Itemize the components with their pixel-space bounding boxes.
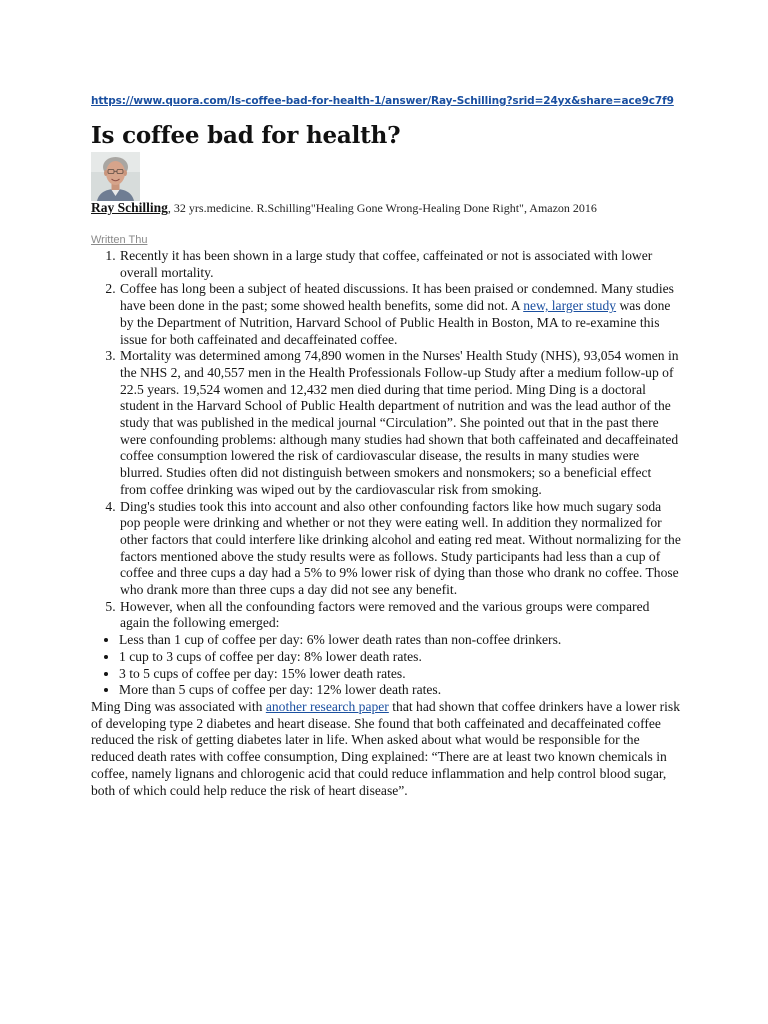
bullet-item: • More than 5 cups of coffee per day: 12% lower death rates.	[119, 682, 681, 699]
bullet-list	[91, 632, 681, 699]
numbered-item	[119, 248, 681, 281]
item-text-cont: was done by the Department of Nutrition, Harvard School of Public Health in Boston, MA to re-examine this issue for both caffeinated and decaffeinated coffee.	[120, 298, 671, 347]
author-portrait-icon	[91, 152, 140, 201]
answer-body	[91, 248, 681, 799]
another-research-paper-link[interactable]: another research paper	[265, 698, 389, 714]
author-credentials: , 32 yrs.medicine. R.Schilling"Healing Gone Wrong-Healing Done Right", Amazon 2016	[167, 201, 597, 215]
author-name-link[interactable]: Ray Schilling	[91, 200, 168, 215]
numbered-list	[91, 248, 681, 632]
item-text: Ding's studies took this into account and also other confounding factors like how much sugary soda pop people were drinking and whether or not they were eating well. In addition they normalized for other factors that could interfere like drinking alcohol and eating red meat. Without normalizing for the factors mentioned above the study results were as follows. Study participants had less than a cup of coffee and three cups a day had a 5% to 9% lower risk of dying than those who drank no coffee. Those who drank more than three cups a day did not see any benefit.	[120, 498, 681, 598]
numbered-item	[119, 348, 681, 498]
item-text: Recently it has been shown in a large study that coffee, caffeinated or not is associated with lower overall mortality.	[120, 248, 653, 280]
numbered-item	[119, 499, 681, 599]
closing-text-cont: that had shown that coffee drinkers have a lower risk of developing type 2 diabetes and heart disease. She found that both caffeinated and decaffeinated coffee reduced the risk of getting diabetes later in life. When asked about what would be responsible for the reduced death rates with coffee consumption, Ding explained: “There are at least two known chemicals in coffee, namely lignans and chlorogenic acid that could reduce inflammation and help control blood sugar, both of which could help reduce the risk of heart disease”.	[91, 698, 681, 798]
new-larger-study-link[interactable]: new, larger study	[523, 298, 617, 314]
page-title: Is coffee bad for health?	[91, 122, 401, 149]
author-avatar[interactable]	[91, 152, 140, 201]
closing-paragraph	[91, 699, 681, 799]
bullet-item: • 1 cup to 3 cups of coffee per day: 8% lower death rates.	[119, 649, 681, 666]
item-text: Mortality was determined among 74,890 women in the Nurses' Health Study (NHS), 93,054 women in the NHS 2, and 40,557 men in the Health Professionals Follow-up Study after a medium follow-up of 22.5 years. 19,524 women and 12,432 men died during that time period. Ming Ding is a doctoral student in the Harvard School of Public Health department of nutrition and was the lead author of the study that was published in the medical journal “Circulation”. She pointed out that in the past there were confounding problems: although many studies had shown that both caffeinated and decaffeinated coffee consumption lowered the risk of cardiovascular disease, the results in many studies were blurred. Studies often did not distinguish between smokers and nonsmokers; so a beneficial effect from coffee drinking was wiped out by the cardiovascular risk from smoking.	[120, 348, 679, 497]
bullet-item: • Less than 1 cup of coffee per day: 6% lower death rates than non-coffee drinkers.	[119, 632, 681, 649]
item-text: However, when all the confounding factors were removed and the various groups were compared again the following emerged:	[120, 598, 650, 631]
bullet-item: • 3 to 5 cups of coffee per day: 15% lower death rates.	[119, 666, 681, 683]
numbered-item	[119, 599, 681, 632]
numbered-item	[119, 281, 681, 348]
closing-text: Ming Ding was associated with	[91, 698, 266, 714]
source-url-link[interactable]: https://www.quora.com/Is-coffee-bad-for-health-1/answer/Ray-Schilling?srid=24yx&share=ace9c7f9	[91, 95, 674, 107]
written-date-link[interactable]: Written Thu	[91, 234, 148, 246]
author-line	[91, 200, 681, 216]
item-text: Coffee has long been a subject of heated discussions. It has been praised or condemned. Many studies have been done in the past; some showed health benefits, some did not. A	[120, 281, 674, 314]
